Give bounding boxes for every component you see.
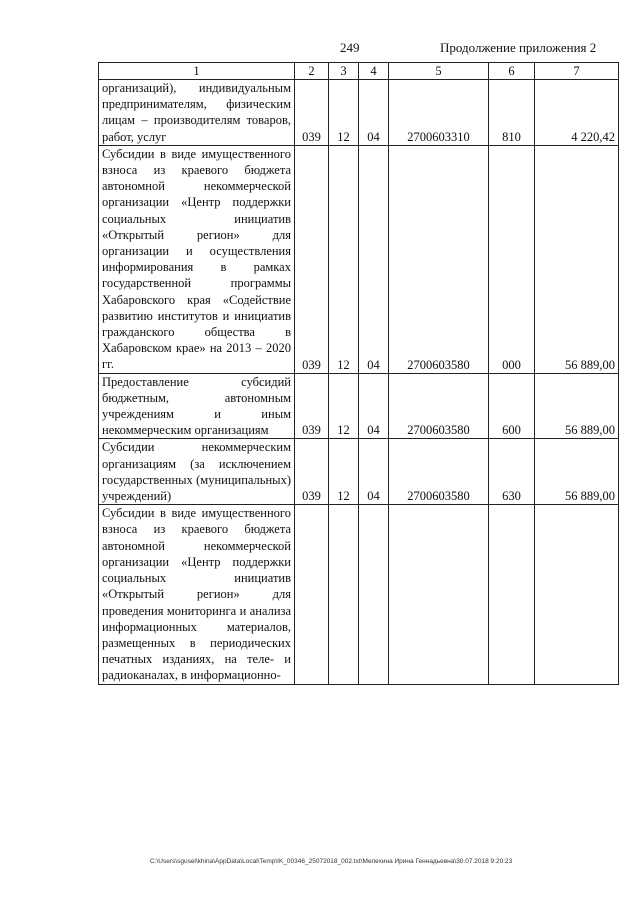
table-row [99, 439, 619, 505]
column-header: 3 [329, 63, 359, 80]
page-header [0, 40, 640, 58]
ministry-code: 039 [295, 373, 329, 439]
row-name: Предоставление субсидий бюджетным, автономным учреждениям и иным некоммерческим организациям [99, 373, 295, 439]
section-code [329, 505, 359, 684]
amount: 4 220,42 [535, 80, 619, 146]
target-article-code [389, 505, 489, 684]
column-header: 6 [489, 63, 535, 80]
footer-file-path: C:\Users\sgusel\khina\AppData\Local\Temp\IK_00346_25072018_002.txt\Мелехина Ирина Геннадьевна\30.07.2018 9:20:23 [150, 858, 513, 865]
amount [535, 505, 619, 684]
subsection-code: 04 [359, 145, 389, 373]
row-name: Субсидии в виде имущественного взноса из краевого бюджета автономной некоммерческой организации «Центр поддержки социальных инициатив «Открытый регион» для организации и осуществления информирования в рамках государственной программы Хабаровского края «Содействие развитию институтов и инициатив гражданского общества в Хабаровском крае» на 2013 – 2020 гг. [99, 145, 295, 373]
subsection-code: 04 [359, 80, 389, 146]
column-header: 1 [99, 63, 295, 80]
ministry-code: 039 [295, 439, 329, 505]
subsection-code: 04 [359, 439, 389, 505]
page-number: 249 [340, 40, 360, 55]
ministry-code: 039 [295, 80, 329, 146]
expense-type-code: 000 [489, 145, 535, 373]
row-name: организаций), индивидуальным предпринимателям, физическим лицам – производителям товаров, работ, услуг [99, 80, 295, 146]
section-code: 12 [329, 439, 359, 505]
section-code: 12 [329, 145, 359, 373]
amount: 56 889,00 [535, 373, 619, 439]
row-name: Субсидии некоммерческим организациям (за исключением государственных (муниципальных) учреждений) [99, 439, 295, 505]
target-article-code: 2700603580 [389, 439, 489, 505]
expense-type-code [489, 505, 535, 684]
target-article-code: 2700603580 [389, 145, 489, 373]
column-header: 7 [535, 63, 619, 80]
table-row [99, 145, 619, 373]
column-header: 2 [295, 63, 329, 80]
subsection-code [359, 505, 389, 684]
continuation-label: Продолжение приложения 2 [440, 40, 597, 55]
table-row [99, 80, 619, 146]
ministry-code: 039 [295, 145, 329, 373]
section-code: 12 [329, 80, 359, 146]
column-header: 4 [359, 63, 389, 80]
column-header: 5 [389, 63, 489, 80]
expense-type-code: 630 [489, 439, 535, 505]
section-code: 12 [329, 373, 359, 439]
row-name: Субсидии в виде имущественного взноса из краевого бюджета автономной некоммерческой организации «Центр поддержки социальных инициатив «Открытый регион» для проведения мониторинга и анализа информационных материалов, размещенных в периодических печатных изданиях, на теле- и радиоканалах, в информационно- [99, 505, 295, 684]
ministry-code [295, 505, 329, 684]
table-row [99, 505, 619, 684]
expense-type-code: 810 [489, 80, 535, 146]
subsection-code: 04 [359, 373, 389, 439]
target-article-code: 2700603580 [389, 373, 489, 439]
amount: 56 889,00 [535, 145, 619, 373]
expense-type-code: 600 [489, 373, 535, 439]
table-row [99, 373, 619, 439]
column-header-row [99, 63, 619, 80]
amount: 56 889,00 [535, 439, 619, 505]
target-article-code: 2700603310 [389, 80, 489, 146]
budget-table [98, 62, 619, 685]
